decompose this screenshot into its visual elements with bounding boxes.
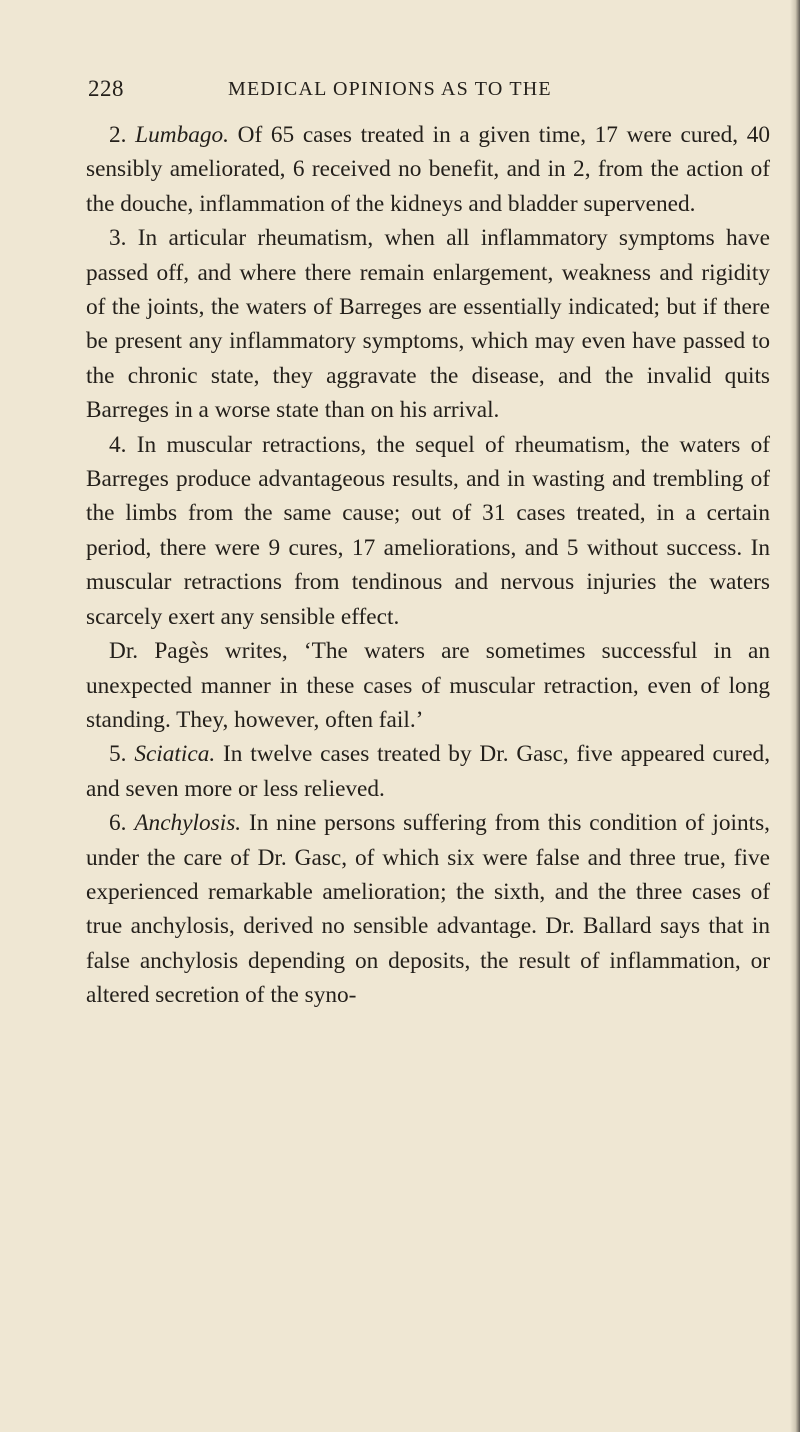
paragraph-articular-rheumatism	[86, 221, 770, 427]
page-number: 228	[88, 76, 124, 101]
paragraph-muscular-retractions	[86, 428, 770, 634]
paragraph-number: 4.	[109, 431, 127, 458]
running-head: MEDICAL OPINIONS AS TO THE	[228, 78, 552, 100]
body-text	[86, 118, 770, 1013]
paragraph-text: In articular rheumatism, when all inflammatory symptoms have passed off, and where there remain enlargement, weakness and rigidity of the joints, the waters of Barreges are essentially indicated; but if there be present any inflammatory symptoms, which may even have passed to the chronic state, they aggravate the disease, and the invalid quits Barreges in a worse state than on his arrival.	[86, 225, 770, 424]
paragraph-quotation	[86, 634, 770, 737]
paragraph-text: In muscular retractions, the sequel of rheumatism, the waters of Barreges produce advantageous results, and in wasting and trembling of the limbs from the same cause; out of 31 cases treated, in a certain period, there were 9 cures, 17 ameliorations, and 5 without success. In muscular retractions from tendinous and nervous injuries the waters scarcely exert any sensible effect.	[86, 431, 771, 630]
paragraph-lumbago	[86, 118, 770, 221]
paragraph-number: 6.	[109, 810, 127, 837]
paragraph-text: In twelve cases treated by Dr. Gasc, five appeared cured, and seven more or less relieved.	[86, 741, 771, 802]
paragraph-text: Dr. Pagès writes, ‘The waters are sometimes successful in an unexpected manner in these cases of muscular retraction, even of long standing. They, however, often fail.’	[86, 638, 770, 733]
paragraph-number: 5.	[109, 741, 127, 768]
paragraph-text: In nine persons suffering from this condition of joints, under the care of Dr. Gasc, of which six were false and three true, five experienced remarkable amelioration; the sixth, and the three cases of true anchylosis, derived no sensible advantage. Dr. Ballard says that in false anchylosis depending on deposits, the result of inflammation, or altered secretion of the syno-	[86, 810, 770, 1009]
paragraph-sciatica	[86, 737, 770, 806]
page-edge-shadow	[790, 0, 800, 1432]
paragraph-title: Anchylosis.	[134, 810, 242, 837]
paragraph-text: Of 65 cases treated in a given time, 17 were cured, 40 sensibly ameliorated, 6 received no benefit, and in 2, from the action of the douche, inflammation of the kidneys and bladder supervened.	[86, 122, 771, 217]
paragraph-number: 3.	[109, 225, 127, 252]
paragraph-title: Sciatica.	[134, 741, 216, 768]
page-header	[88, 64, 708, 108]
paragraph-number: 2.	[109, 122, 127, 148]
paragraph-anchylosis	[86, 806, 770, 1012]
paragraph-title: Lumbago.	[135, 122, 229, 148]
